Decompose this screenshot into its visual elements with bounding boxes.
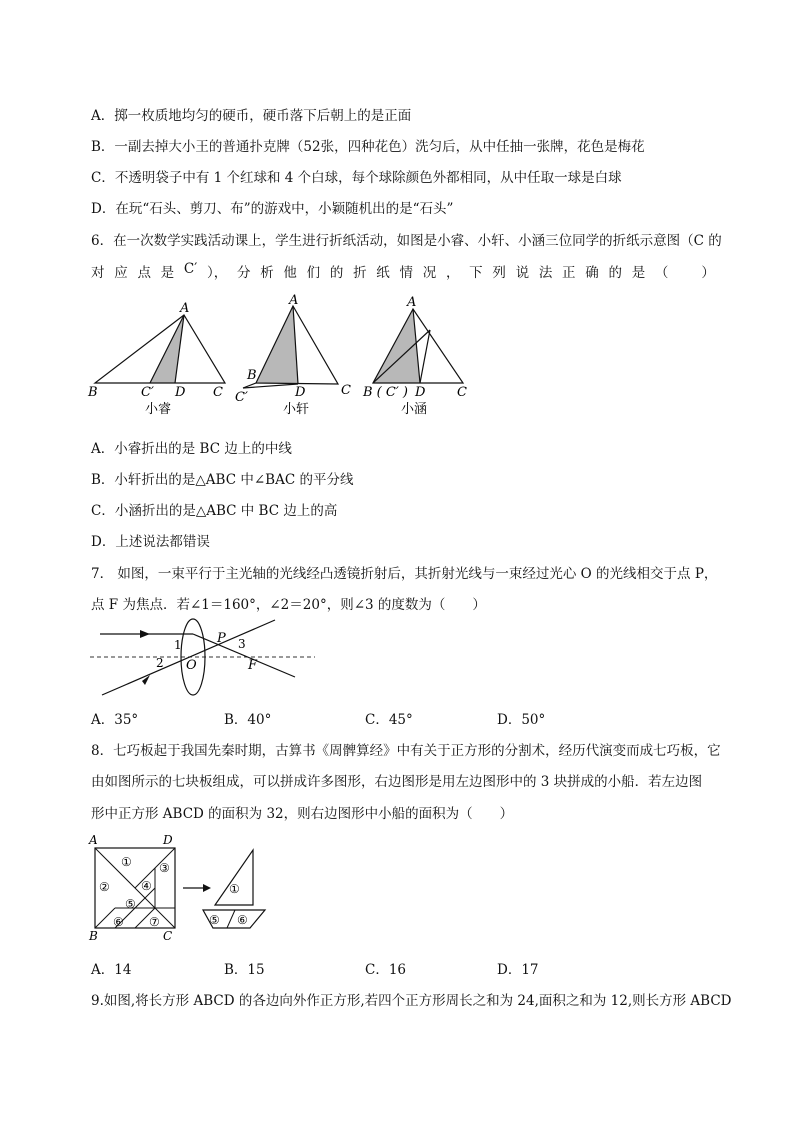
q8-choice-b: B．15 — [224, 962, 265, 978]
q5-option-a: A．掷一枚质地均匀的硬币，硬币落下后朝上的是正面 — [91, 108, 412, 124]
fig3-label-d: D — [415, 385, 426, 400]
q6-stem-line1: 6．在一次数学实践活动课上，学生进行折纸活动，如图是小睿、小轩、小涵三位同学的折纸示意图（C 的 — [91, 233, 722, 249]
fig1-xiaorui — [87, 301, 225, 417]
q6-stem-line2-word: 点 — [137, 265, 151, 281]
fig2-caption: 小轩 — [283, 402, 310, 417]
q7-label-p: P — [217, 631, 226, 646]
fig2-label-c: C — [341, 383, 351, 398]
q6-option-c: C．小涵折出的是△ABC 中 BC 边上的高 — [91, 503, 338, 519]
fig2-xiaoxuan — [235, 293, 351, 417]
fig1-label-b: B — [88, 385, 98, 400]
q8-label-b: B — [89, 929, 98, 943]
q6-option-a: A．小睿折出的是 BC 边上的中线 — [91, 441, 292, 457]
fig2-label-c1: C′ — [235, 390, 248, 405]
q8-label-d: D — [163, 833, 173, 847]
q7-label-f: F — [248, 658, 258, 673]
q6-stem-line2-word: 他 — [283, 265, 297, 281]
q6-stem-line2-word: 对 — [91, 265, 105, 281]
q6-stem-line2-word: 下 — [469, 265, 483, 281]
q7-angle-1: 1 — [174, 638, 182, 652]
q6-stem-line2-word: 的 — [608, 265, 622, 281]
q8-boat-piece-5: ⑤ — [209, 913, 220, 927]
q6-stem-line2-word: 应 — [114, 265, 128, 281]
q6-stem-line2-word: 列 — [492, 265, 506, 281]
q6-stem-line2-word: 法 — [538, 265, 553, 281]
q8-boat-piece-6: ⑥ — [237, 913, 248, 927]
q7-choices — [91, 708, 571, 728]
q7-angle-3: 3 — [238, 637, 246, 651]
q6-stem-line2-word: （ — [654, 265, 669, 281]
q8-piece-2: ② — [99, 880, 110, 894]
fig1-label-a: A — [180, 301, 190, 316]
fig3-xiaohan — [362, 295, 467, 417]
q8-tangram-figure — [85, 830, 335, 945]
q8-boat-piece-1: ① — [229, 882, 240, 896]
q6-stem-line2-word: ） — [701, 265, 715, 281]
fig3-label-c: C — [457, 385, 467, 400]
q6-stem-line2 — [91, 261, 715, 281]
q6-stem-line2-word: 分 — [236, 265, 251, 281]
q8-piece-5: ⑤ — [125, 897, 136, 911]
q7-choice-b: B．40° — [224, 712, 272, 728]
q6-figure — [85, 290, 485, 420]
q6-stem-line2-word: 正 — [562, 265, 576, 281]
fig1-label-c1: C′ — [141, 385, 154, 400]
q6-stem-line2-word: C′ — [183, 261, 198, 277]
q7-stem-line1: 7． 如图，一束平行于主光轴的光线经凸透镜折射后，其折射光线与一束经过光心 O 的光线相交于点 P， — [91, 566, 718, 582]
q7-stem-line2: 点 F 为焦点．若∠1＝160°，∠2＝20°，则∠3 的度数为（ ） — [91, 597, 486, 613]
q6-stem-line2-word: 说 — [515, 265, 530, 281]
q6-stem-line2-word: 折 — [353, 265, 367, 281]
q6-stem-line2-word: 是 — [631, 265, 646, 281]
q8-piece-3: ③ — [159, 861, 170, 875]
q7-choice-a: A．35° — [91, 712, 139, 728]
q6-stem-line2-word: ， — [445, 265, 460, 281]
q5-option-b: B．一副去掉大小王的普通扑克牌（52张，四种花色）洗匀后，从中任抽一张牌，花色是梅花 — [91, 139, 645, 155]
q7-lens-figure — [90, 615, 330, 710]
q8-stem-line2: 由如图所示的七块板组成，可以拼成许多图形，右边图形是用左边图形中的 3 块拼成的小船．若左边图 — [91, 774, 703, 790]
fig3-label-bc1: B ( C′ ) — [363, 385, 408, 400]
q8-choices — [91, 958, 571, 978]
fig3-caption: 小涵 — [401, 402, 428, 417]
q8-choice-d: D．17 — [497, 962, 539, 978]
q8-piece-7: ⑦ — [149, 915, 160, 929]
q6-stem-line2-word — [678, 261, 692, 281]
q7-angle-2: 2 — [156, 656, 164, 670]
q5-option-c: C．不透明袋子中有 1 个红球和 4 个白球，每个球除颜色外都相同，从中任取一球是白球 — [91, 170, 622, 186]
fig1-label-d: D — [175, 385, 186, 400]
q6-option-b: B．小轩折出的是△ABC 中∠BAC 的平分线 — [91, 472, 354, 488]
fig3-label-a: A — [407, 295, 417, 310]
q6-stem-line2-word: 们 — [306, 265, 321, 281]
q8-piece-1: ① — [121, 855, 132, 869]
q8-label-c: C — [163, 929, 173, 943]
q6-stem-line2-word: 的 — [329, 265, 344, 281]
fig2-label-b: B — [247, 368, 257, 383]
q6-stem-line2-word: 析 — [260, 265, 274, 281]
q8-stem-line3: 形中正方形 ABCD 的面积为 32，则右边图形中小船的面积为（ ） — [91, 806, 514, 822]
q7-choice-c: C．45° — [365, 712, 413, 728]
q5-option-d: D．在玩“石头、剪刀、布”的游戏中，小颖随机出的是“石头” — [91, 201, 454, 217]
q7-label-o: O — [186, 658, 197, 673]
q6-stem-line2-word: 情 — [399, 265, 413, 281]
fig1-label-c: C — [213, 385, 223, 400]
fig1-caption: 小睿 — [145, 402, 172, 417]
q6-stem-line2-word: 确 — [585, 265, 599, 281]
q6-stem-line2-word: 是 — [160, 265, 175, 281]
q8-choice-a: A．14 — [91, 962, 132, 978]
q6-option-d: D．上述说法都错误 — [91, 534, 210, 550]
q6-stem-line2-word: 况 — [422, 265, 437, 281]
q8-piece-6: ⑥ — [113, 915, 124, 929]
q6-stem-line2-word: 纸 — [376, 265, 390, 281]
q8-label-a: A — [89, 833, 98, 847]
q8-stem-line1: 8．七巧板起于我国先秦时期，古算书《周髀算经》中有关于正方形的分割术，经历代演变而成七巧板，它 — [91, 743, 721, 759]
fig2-label-d: D — [295, 385, 306, 400]
q9-stem-line1: 9.如图,将长方形 ABCD 的各边向外作正方形,若四个正方形周长之和为 24,面积之和为 12,则长方形 ABCD — [91, 993, 732, 1009]
q6-stem-line2-word: ）， — [207, 265, 228, 281]
q8-piece-4: ④ — [141, 879, 152, 893]
q8-choice-c: C．16 — [365, 962, 407, 978]
fig2-label-a: A — [289, 293, 299, 308]
q7-choice-d: D．50° — [497, 712, 546, 728]
